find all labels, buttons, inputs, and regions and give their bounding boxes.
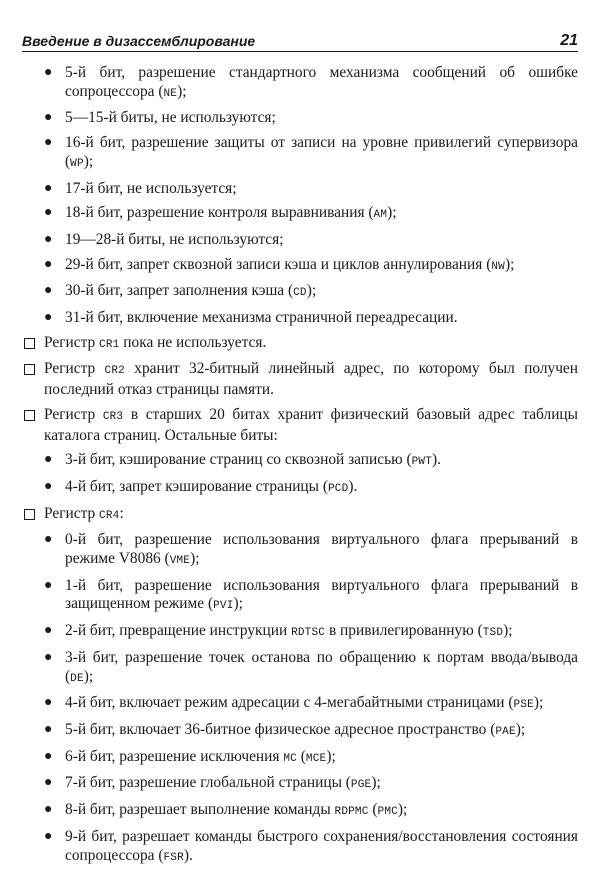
bullet-icon: ● [44,577,53,593]
list-item: ● 5-й бит, разрешение стандартного механизма сообщений об ошибке сопроцессора (NE); [44,64,578,100]
register-cr4-item: Регистр CR4: [22,505,578,526]
list-item: ● 2-й бит, превращение инструкции RDTSC в привилегированную (TSD); [44,622,513,640]
list-item: ● 19—28-й биты, не используются; [44,230,284,248]
list-item: ● 30-й бит, запрет заполнения кэша (CD); [44,282,317,300]
list-item: ● 5—15-й биты, не используются; [44,109,276,127]
bullet-icon: ● [44,452,53,468]
page-body [22,64,578,873]
list-item: ● 18-й бит, разрешение контроля выравнивания (AM); [44,204,397,222]
register-cr1-item: Регистр CR1 пока не используется. [22,334,578,355]
list-item: ● 8-й бит, разрешает выполнение команды RDPMC (PMC); [44,801,408,819]
bullet-icon: ● [44,135,53,151]
bullet-icon: ● [44,775,53,791]
list-item: ● 4-й бит, включает режим адресации с 4-мегабайтными страницами (PSE); [44,694,544,712]
cr4-bit-list [22,531,578,867]
list-item: ● 29-й бит, запрет сквозной записи кэша и циклов аннулирования (NW); [44,255,515,273]
running-header [22,33,578,55]
checkbox-square-icon [24,364,35,375]
list-item: ● 6-й бит, разрешение исключения MC (MCE); [44,747,336,765]
bullet-icon: ● [44,180,53,196]
bullet-icon: ● [44,695,53,711]
list-item: ● 1-й бит, разрешение использования виртуального флага прерываний в защищенном режиме (PVI); [44,576,578,613]
checkbox-square-icon [24,338,35,349]
bullet-icon: ● [44,110,53,126]
bullet-icon: ● [44,802,53,818]
cr0-bit-list [22,64,578,328]
bullet-icon: ● [44,828,53,844]
list-item: ● 7-й бит, разрешение глобальной страницы (PGE); [44,774,381,792]
bullet-icon: ● [44,721,53,737]
list-item: ● 3-й бит, разрешение точек останова по обращению к портам ввода/вывода (DE); [44,648,578,685]
page-number: 21 [560,32,578,49]
bullet-icon: ● [44,532,53,548]
bullet-icon: ● [44,748,53,764]
bullet-icon: ● [44,478,53,494]
register-cr2-item: Регистр CR2 хранит 32-битный линейный адрес, по которому был получен последний отказ страницы памяти. [22,360,578,399]
bullet-icon: ● [44,256,53,272]
chapter-title: Введение в дизассемблирование [22,33,256,49]
header-rule [22,51,578,52]
list-item: ● 5-й бит, включает 36-битное физическое адресное пространство (PAE); [44,720,526,738]
bullet-icon: ● [44,623,53,639]
list-item: ● 31-й бит, включение механизма страничной переадресации. [44,309,458,327]
bullet-icon: ● [44,649,53,665]
checkbox-square-icon [24,509,35,520]
bullet-icon: ● [44,205,53,221]
bullet-icon: ● [44,231,53,247]
list-item: ● 0-й бит, разрешение использования виртуального флага прерываний в режиме V8086 (VME); [44,531,578,568]
list-item: ● 17-й бит, не используется; [44,179,237,197]
list-item: ● 4-й бит, запрет кэширование страницы (PCD). [44,477,358,495]
list-item: ● 9-й бит, разрешает команды быстрого сохранения/восстановления состояния сопроцессора (FSR). [44,827,578,864]
bullet-icon: ● [44,310,53,326]
bullet-icon: ● [44,65,53,80]
list-item: ● 16-й бит, разрешение защиты от записи на уровне привилегий супервизора (WP); [44,134,578,170]
list-item: ● 3-й бит, кэширование страниц со сквозной записью (PWT). [44,451,441,469]
cr3-bit-list [22,451,578,498]
checkbox-square-icon [24,410,35,421]
bullet-icon: ● [44,283,53,299]
register-cr3-item: Регистр CR3 в старших 20 битах хранит физический базовый адрес таблицы каталога страниц. Остальные биты: [22,406,578,445]
